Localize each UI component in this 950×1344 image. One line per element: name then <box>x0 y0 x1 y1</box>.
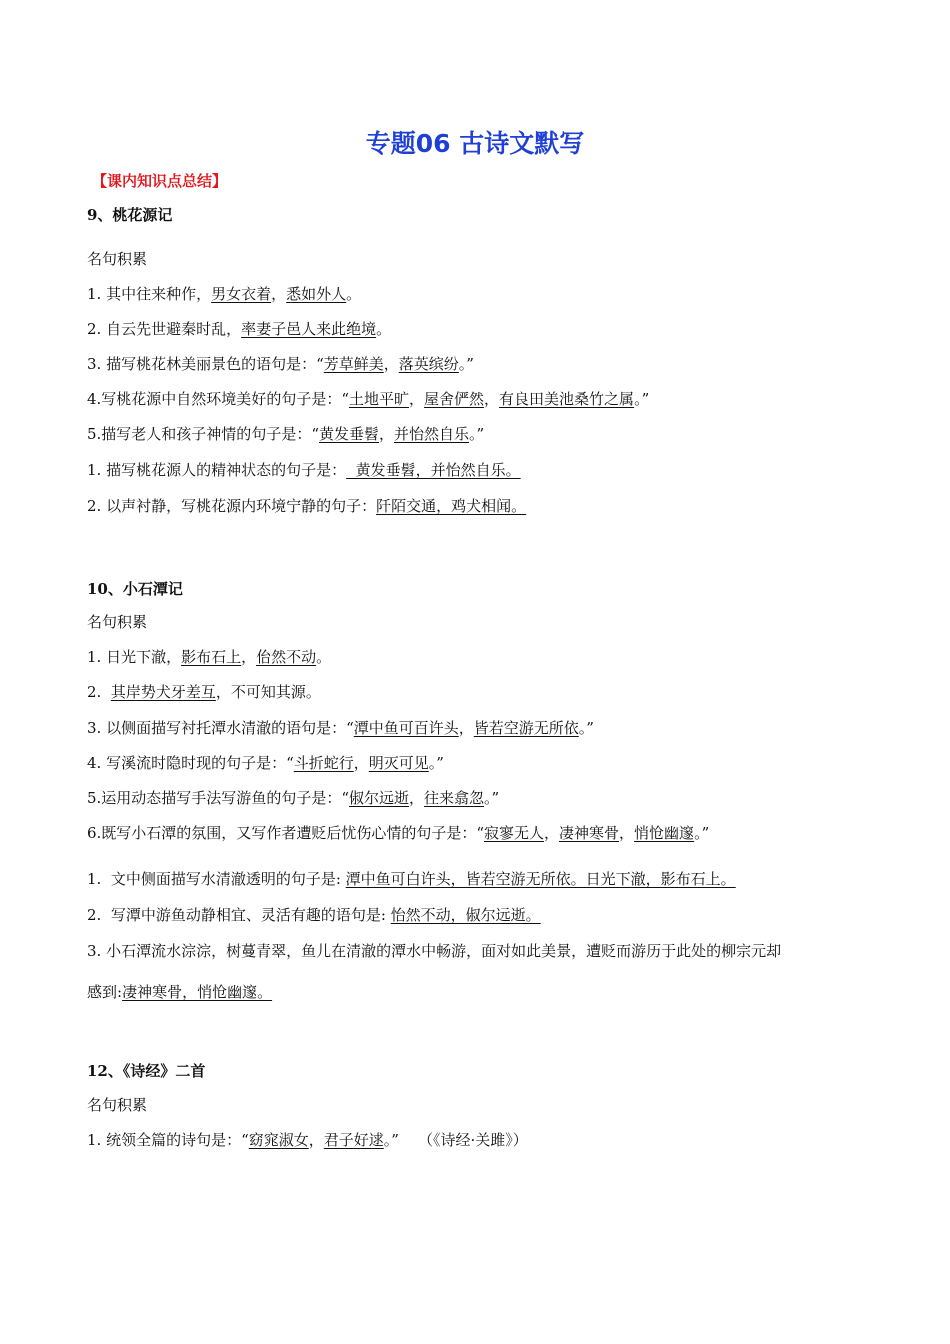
section-heading-12: 12、《诗经》二首 <box>87 1062 206 1080</box>
text-line: 5.描写老人和孩子神情的句子是：“黄发垂髫，并怡然自乐。” <box>87 425 485 443</box>
text-line: 3. 小石潭流水淙淙，树蔓青翠，鱼儿在清澈的潭水中畅游，面对如此美景，遭贬而游历于此处的柳宗元却 <box>87 942 782 960</box>
text-line: 5.运用动态描写手法写游鱼的句子是：“俶尔远逝，往来翕忽。” <box>87 789 500 807</box>
text-line: 6.既写小石潭的氛围，又写作者遭贬后忧伤心情的句子是：“寂寥无人，凄神寒骨，悄怆幽邃。” <box>87 824 710 842</box>
text-line: 1. 日光下澈，影布石上，佁然不动。 <box>87 648 332 666</box>
text-line: 2. 其岸势犬牙差互，不可知其源。 <box>87 683 321 701</box>
subheading: 名句积累 <box>87 613 148 631</box>
text-line: 3. 以侧面描写衬托潭水清澈的语句是：“潭中鱼可百许头，皆若空游无所依。” <box>87 719 594 737</box>
text-line: 1. 其中往来种作，男女衣着，悉如外人。 <box>87 285 362 303</box>
text-line: 2. 写潭中游鱼动静相宜、灵活有趣的语句是: 怡然不动，俶尔远逝。 <box>87 906 541 924</box>
text-line: 3. 描写桃花林美丽景色的语句是：“芳草鲜美，落英缤纷。” <box>87 355 474 373</box>
text-line: 1. 文中侧面描写水清澈透明的句子是: 潭中鱼可白许头，皆若空游无所依。日光下澈，影布石上。 <box>87 870 736 888</box>
text-line: 2. 以声衬静，写桃花源内环境宁静的句子：阡陌交通，鸡犬相闻。 <box>87 497 527 515</box>
text-line: 2. 自云先世避秦时乱，率妻子邑人来此绝境。 <box>87 320 392 338</box>
subheading: 名句积累 <box>87 1096 148 1114</box>
section-tag: 【课内知识点总结】 <box>92 172 228 190</box>
text-line: 4.写桃花源中自然环境美好的句子是：“土地平旷，屋舍俨然，有良田美池桑竹之属。” <box>87 390 650 408</box>
section-heading-9: 9、桃花源记 <box>87 206 173 224</box>
text-line: 1. 统领全篇的诗句是：“窈窕淑女，君子好逑。” （《诗经·关雎》） <box>87 1131 528 1149</box>
subheading: 名句积累 <box>87 250 148 268</box>
text-line: 1. 描写桃花源人的精神状态的句子是： 黄发垂髫，并怡然自乐。 <box>87 461 521 479</box>
page-title: 专题06 古诗文默写 <box>365 129 585 158</box>
section-heading-10: 10、小石潭记 <box>87 580 183 598</box>
text-line: 感到:凄神寒骨，悄怆幽邃。 <box>87 983 273 1001</box>
text-line: 4. 写溪流时隐时现的句子是：“斗折蛇行，明灭可见。” <box>87 754 444 772</box>
